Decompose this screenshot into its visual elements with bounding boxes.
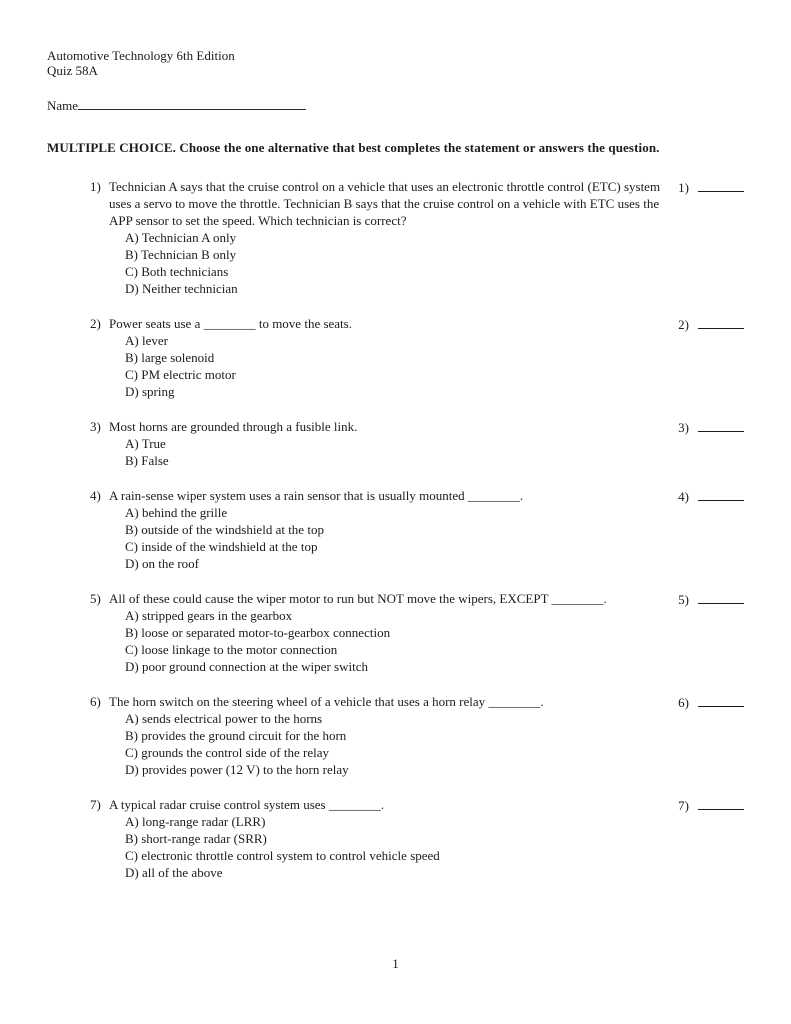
- answer-blank-line: [698, 796, 744, 810]
- answer-option: D) provides power (12 V) to the horn relay: [125, 762, 349, 777]
- answer-slot: [678, 418, 744, 436]
- answer-option: D) spring: [125, 384, 175, 399]
- document-header: [47, 48, 744, 78]
- name-underline: [78, 96, 306, 110]
- question-block: [47, 315, 744, 400]
- question-text: A rain-sense wiper system uses a rain sensor that is usually mounted ________.: [109, 488, 524, 503]
- options-list: [125, 710, 662, 778]
- questions-list: [47, 178, 744, 881]
- question-line: [90, 487, 662, 504]
- answer-slot: [678, 590, 744, 608]
- question-number: 6): [90, 694, 101, 709]
- question-number: 1): [90, 179, 101, 194]
- answer-slot-number: 2): [678, 317, 689, 332]
- header-title: Automotive Technology 6th Edition: [47, 48, 235, 63]
- question-line: [90, 178, 662, 229]
- answer-option: A) lever: [125, 333, 168, 348]
- answer-option: D) poor ground connection at the wiper switch: [125, 659, 368, 674]
- answer-option: A) behind the grille: [125, 505, 228, 520]
- page-footer: [0, 956, 791, 972]
- question-main: [90, 178, 662, 297]
- question-main: [90, 796, 662, 881]
- question-block: [47, 590, 744, 675]
- answer-option: B) short-range radar (SRR): [125, 831, 267, 846]
- answer-option: B) outside of the windshield at the top: [125, 522, 324, 537]
- question-number: 2): [90, 316, 101, 331]
- question-main: [90, 487, 662, 572]
- question-block: [47, 418, 744, 469]
- question-line: [90, 315, 662, 332]
- question-text: Technician A says that the cruise control on a vehicle that uses an electronic throttle control (ETC) system uses a servo to move the throttle. Technician B says that the cruise control on a vehicle with ETC uses the APP sensor to set the speed. Which technician is correct?: [109, 179, 661, 228]
- question-block: [47, 178, 744, 297]
- answer-blank-line: [698, 693, 744, 707]
- options-list: [125, 229, 662, 297]
- options-list: [125, 607, 662, 675]
- answer-slot: [678, 315, 744, 333]
- answer-option: C) Both technicians: [125, 264, 229, 279]
- question-main: [90, 590, 662, 675]
- question-block: [47, 796, 744, 881]
- question-number: 7): [90, 797, 101, 812]
- header-subtitle: Quiz 58A: [47, 63, 98, 78]
- answer-option: C) PM electric motor: [125, 367, 236, 382]
- answer-slot-number: 1): [678, 180, 689, 195]
- page-number: 1: [392, 956, 399, 971]
- question-block: [47, 487, 744, 572]
- question-text: The horn switch on the steering wheel of a vehicle that uses a horn relay ________.: [109, 694, 544, 709]
- question-text: All of these could cause the wiper motor to run but NOT move the wipers, EXCEPT ________.: [109, 591, 607, 606]
- question-text: Most horns are grounded through a fusible link.: [109, 419, 358, 434]
- answer-slot-number: 4): [678, 489, 689, 504]
- answer-slot-number: 7): [678, 798, 689, 813]
- answer-blank-line: [698, 418, 744, 432]
- question-line: [90, 418, 662, 435]
- question-text: Power seats use a ________ to move the seats.: [109, 316, 352, 331]
- options-list: [125, 504, 662, 572]
- answer-option: B) loose or separated motor-to-gearbox connection: [125, 625, 391, 640]
- answer-slot-number: 5): [678, 592, 689, 607]
- options-list: [125, 813, 662, 881]
- answer-option: C) inside of the windshield at the top: [125, 539, 318, 554]
- answer-slot-number: 3): [678, 420, 689, 435]
- question-main: [90, 693, 662, 778]
- question-main: [90, 315, 662, 400]
- answer-blank-line: [698, 590, 744, 604]
- question-number: 3): [90, 419, 101, 434]
- answer-option: C) electronic throttle control system to control vehicle speed: [125, 848, 440, 863]
- answer-slot: [678, 178, 744, 196]
- answer-option: A) long-range radar (LRR): [125, 814, 266, 829]
- options-list: [125, 332, 662, 400]
- name-label: Name: [47, 98, 79, 113]
- question-text: A typical radar cruise control system uses ________.: [109, 797, 385, 812]
- answer-option: D) Neither technician: [125, 281, 238, 296]
- answer-slot: [678, 796, 744, 814]
- answer-option: B) provides the ground circuit for the horn: [125, 728, 347, 743]
- answer-option: B) large solenoid: [125, 350, 215, 365]
- answer-blank-line: [698, 315, 744, 329]
- question-line: [90, 590, 662, 607]
- instructions-heading: MULTIPLE CHOICE. Choose the one alternative that best completes the statement or answers the question.: [47, 140, 660, 155]
- question-line: [90, 796, 662, 813]
- answer-option: B) Technician B only: [125, 247, 237, 262]
- answer-option: A) True: [125, 436, 166, 451]
- question-number: 5): [90, 591, 101, 606]
- answer-option: A) stripped gears in the gearbox: [125, 608, 293, 623]
- question-line: [90, 693, 662, 710]
- answer-option: D) on the roof: [125, 556, 200, 571]
- answer-option: A) sends electrical power to the horns: [125, 711, 323, 726]
- options-list: [125, 435, 662, 469]
- answer-option: C) loose linkage to the motor connection: [125, 642, 338, 657]
- answer-slot: [678, 487, 744, 505]
- answer-option: C) grounds the control side of the relay: [125, 745, 329, 760]
- question-number: 4): [90, 488, 101, 503]
- answer-option: D) all of the above: [125, 865, 223, 880]
- answer-blank-line: [698, 178, 744, 192]
- question-main: [90, 418, 662, 469]
- name-row: [47, 96, 744, 114]
- answer-option: A) Technician A only: [125, 230, 237, 245]
- answer-slot-number: 6): [678, 695, 689, 710]
- answer-slot: [678, 693, 744, 711]
- answer-option: B) False: [125, 453, 169, 468]
- answer-blank-line: [698, 487, 744, 501]
- question-block: [47, 693, 744, 778]
